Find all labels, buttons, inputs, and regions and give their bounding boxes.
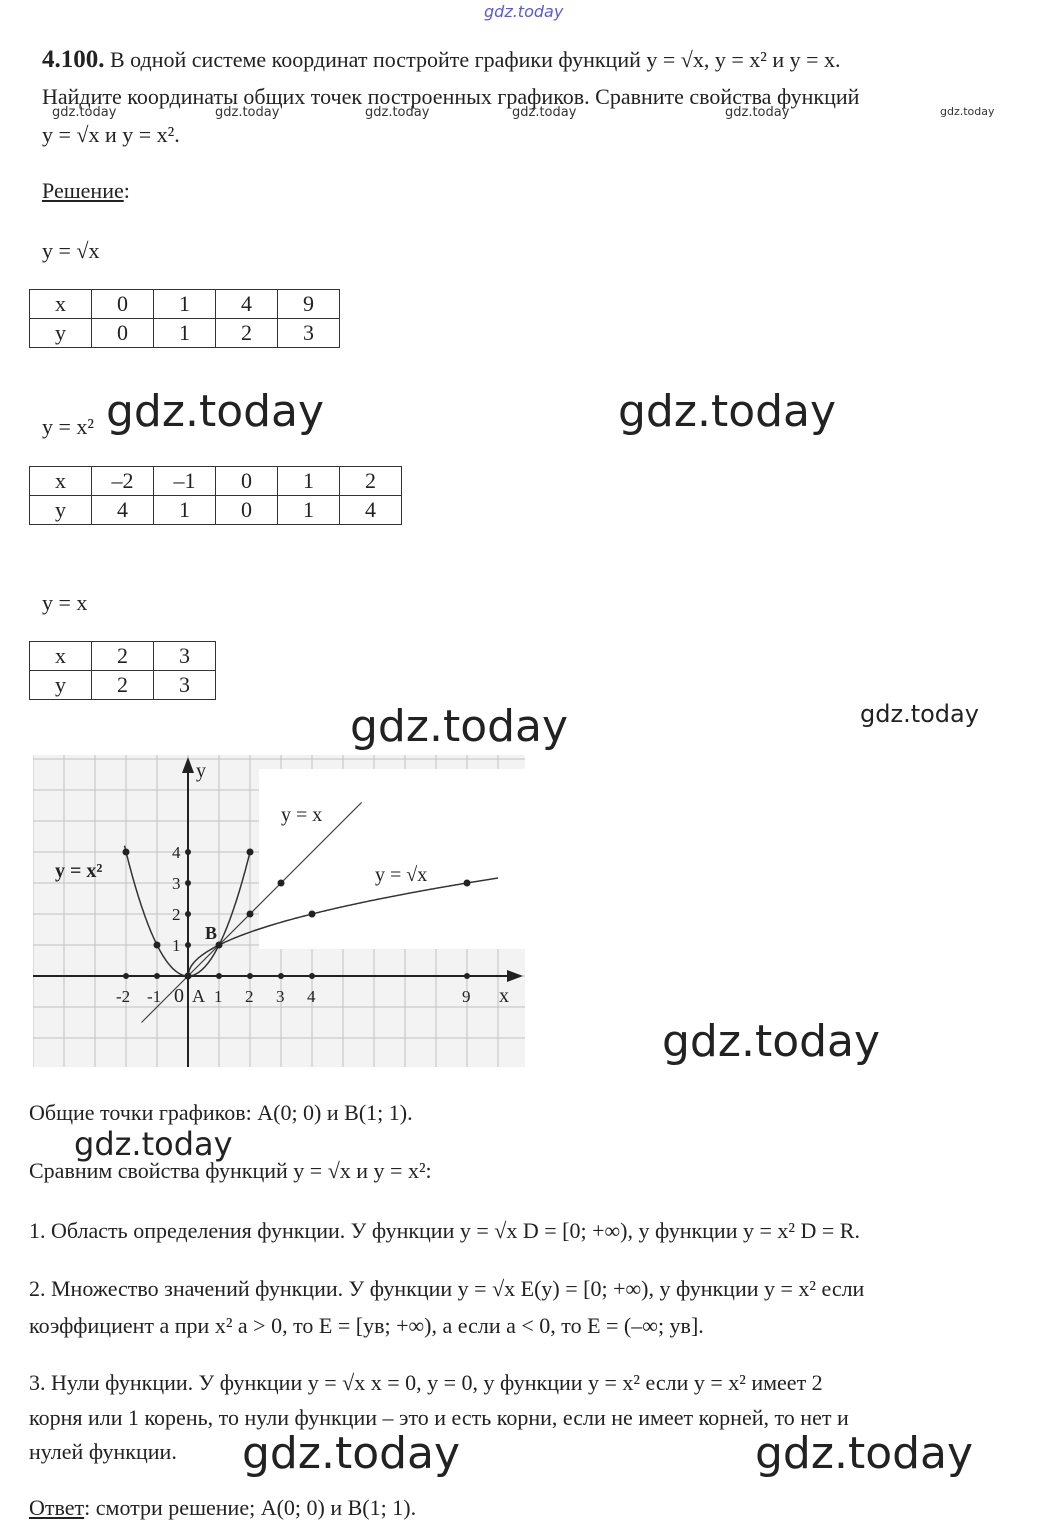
task-line-3: y = √x и y = x².	[42, 122, 180, 147]
watermark-small: gdz.today	[725, 105, 790, 120]
table-cell: 1	[154, 319, 216, 348]
x-tick-label: -1	[147, 987, 162, 1006]
x-tick-label: 4	[307, 987, 316, 1006]
point-label-b: B	[205, 923, 218, 943]
table-linear-title: y = x	[42, 590, 88, 615]
watermark-small: gdz.today	[512, 105, 577, 120]
y-tick-dot	[185, 849, 191, 855]
compare-intro: Сравним свойства функций y = √x и y = x²:	[29, 1158, 432, 1183]
x-tick-dot	[123, 973, 129, 979]
table-cell: y	[30, 496, 92, 525]
table-cell: 2	[92, 642, 154, 671]
series-sqrt-label: y = √x	[375, 864, 428, 886]
table-cell: 0	[92, 319, 154, 348]
property-1: 1. Область определения функции. У функции y = √x D = [0; +∞), у функции y = x² D = R.	[29, 1218, 860, 1243]
x-tick-dot	[247, 973, 253, 979]
table-cell: –1	[154, 467, 216, 496]
x-tick-label: 3	[276, 987, 285, 1006]
watermark-small: gdz.today	[215, 105, 280, 120]
series-sqrt-point	[464, 880, 471, 887]
table-cell: 3	[154, 642, 216, 671]
table-cell: 1	[278, 467, 340, 496]
watermark-top: gdz.today	[484, 2, 564, 21]
answer-text: : смотри решение; A(0; 0) и B(1; 1).	[84, 1495, 417, 1520]
x-axis-label: x	[499, 985, 509, 1007]
point-label-a: A	[192, 986, 205, 1006]
watermark-large: gdz.today	[350, 701, 569, 752]
watermark-small: gdz.today	[365, 105, 430, 120]
x-tick-dot	[464, 973, 470, 979]
watermark-large: gdz.today	[755, 1428, 974, 1479]
table-cell: 2	[216, 319, 278, 348]
table-cell: 0	[216, 496, 278, 525]
table-square-title: y = x²	[42, 414, 95, 439]
series-square-point	[154, 942, 161, 949]
task-line-2: Найдите координаты общих точек построенных графиков. Сравните свойства функций	[42, 84, 860, 109]
table-cell: 3	[154, 671, 216, 700]
y-tick-label: 1	[172, 936, 181, 955]
series-square-point	[247, 849, 254, 856]
watermark-small: gdz.today	[940, 105, 995, 118]
watermark-medium: gdz.today	[74, 1125, 233, 1163]
table-cell: –2	[92, 467, 154, 496]
table-cell: x	[30, 290, 92, 319]
x-tick-label: -2	[116, 987, 131, 1006]
series-square-point	[185, 973, 192, 980]
function-graph	[33, 755, 525, 1067]
table-sqrt-title: y = √x	[42, 238, 100, 263]
task-line-1: 4.100. В одной системе координат постройте графики функций y = √x, y = x² и y = x.	[42, 46, 841, 73]
table-cell: 2	[340, 467, 402, 496]
watermark-large: gdz.today	[618, 386, 837, 437]
property-2-line-2: коэффициент a при x² a > 0, то E = [yв; +∞), а если a < 0, то E = (–∞; yв].	[29, 1313, 704, 1338]
x-tick-dot	[216, 973, 222, 979]
property-3-line-3: нулей функции.	[29, 1439, 177, 1464]
table-cell: y	[30, 671, 92, 700]
table-sqrt	[29, 289, 340, 348]
y-tick-dot	[185, 942, 191, 948]
series-linear-point	[278, 880, 285, 887]
y-tick-label: 3	[172, 874, 181, 893]
property-3-line-2: корня или 1 корень, то нули функции – это и есть корни, если не имеет корней, то нет и	[29, 1405, 849, 1430]
table-linear	[29, 641, 216, 700]
series-linear-point	[247, 911, 254, 918]
answer-label: Ответ	[29, 1495, 85, 1520]
watermark-medium: gdz.today	[860, 700, 979, 728]
x-tick-dot	[278, 973, 284, 979]
x-tick-dot	[309, 973, 315, 979]
table-cell: 0	[216, 467, 278, 496]
table-cell: 4	[340, 496, 402, 525]
table-cell: 1	[154, 496, 216, 525]
x-tick-label: 2	[245, 987, 254, 1006]
origin-label: 0	[174, 985, 184, 1007]
y-tick-label: 4	[172, 843, 181, 862]
watermark-large: gdz.today	[662, 1016, 881, 1067]
y-tick-label: 2	[172, 905, 181, 924]
watermark-small: gdz.today	[52, 105, 117, 120]
y-tick-dot	[185, 911, 191, 917]
series-square-point	[123, 849, 130, 856]
table-cell: 0	[92, 290, 154, 319]
table-cell: y	[30, 319, 92, 348]
table-square	[29, 466, 402, 525]
table-cell: 3	[278, 319, 340, 348]
table-cell: 4	[92, 496, 154, 525]
table-cell: 1	[154, 290, 216, 319]
table-cell: 9	[278, 290, 340, 319]
table-cell: 2	[92, 671, 154, 700]
property-2-line-1: 2. Множество значений функции. У функции y = √x E(y) = [0; +∞), у функции y = x² если	[29, 1276, 865, 1301]
y-tick-dot	[185, 880, 191, 886]
x-tick-dot	[154, 973, 160, 979]
series-linear-label: y = x	[281, 804, 323, 826]
table-cell: 4	[216, 290, 278, 319]
answer	[29, 1497, 416, 1519]
common-points: Общие точки графиков: A(0; 0) и B(1; 1).	[29, 1100, 413, 1125]
x-tick-label: 9	[462, 987, 471, 1006]
x-tick-label: 1	[214, 987, 223, 1006]
solution-label: Решение:	[42, 178, 130, 203]
watermark-large: gdz.today	[106, 386, 325, 437]
series-square-label: y = x²	[55, 860, 103, 882]
table-cell: x	[30, 467, 92, 496]
property-3-line-1: 3. Нули функции. У функции y = √x x = 0, y = 0, у функции y = x² если y = x² имеет 2	[29, 1370, 823, 1395]
table-cell: x	[30, 642, 92, 671]
watermark-large: gdz.today	[242, 1428, 461, 1479]
table-cell: 1	[278, 496, 340, 525]
y-axis-label: y	[196, 760, 206, 782]
chart-panel	[259, 769, 525, 949]
series-sqrt-point	[309, 911, 316, 918]
